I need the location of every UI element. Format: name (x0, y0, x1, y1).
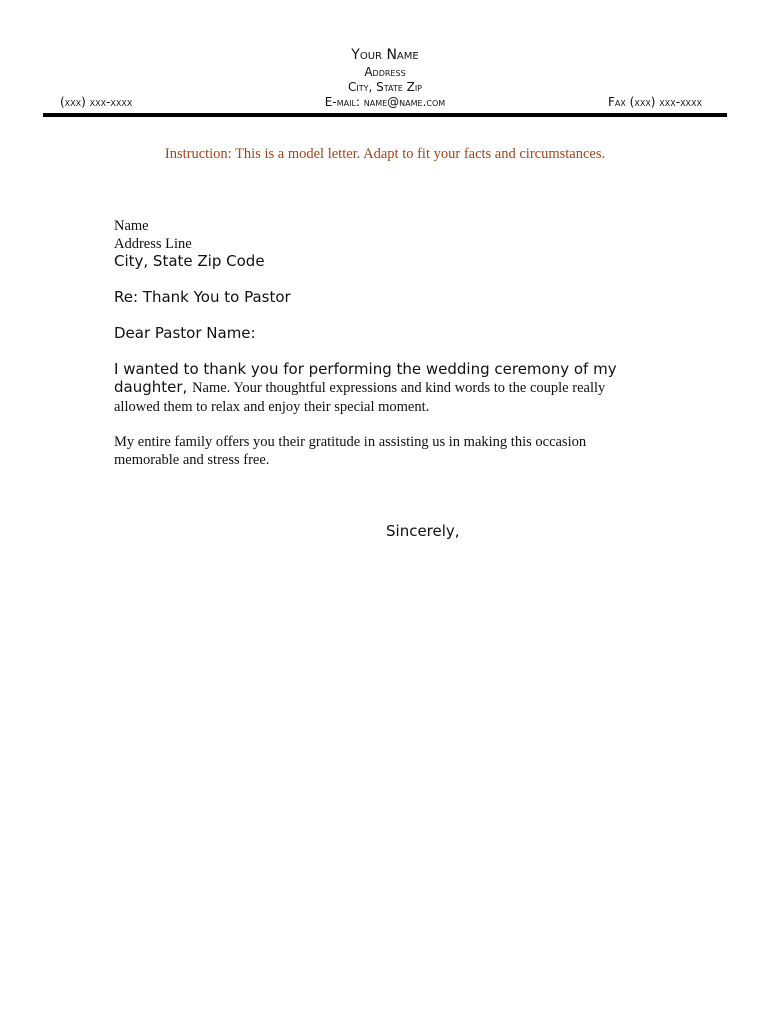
recipient-name: Name (114, 218, 149, 234)
closing: Sincerely, (386, 522, 460, 540)
sender-city-state-zip: City, State Zip (347, 80, 423, 94)
body-paragraph-1-part-2: Name. Your thoughtful expressions and kind words to the couple really allowed them to relax and enjoy their special moment. (114, 380, 606, 415)
body-paragraph-2: My entire family offers you their gratitude in assisting us in making this occasion memorable and stress free. (114, 434, 587, 468)
sender-address: Address (364, 65, 406, 79)
body-paragraph-1-part-1: I wanted to thank you for performing the wedding ceremony of my daughter, (114, 360, 617, 396)
recipient-address: Address Line (114, 236, 192, 252)
subject-line: Re: Thank You to Pastor (114, 288, 291, 306)
sender-name: Your Name (351, 47, 419, 63)
sender-phone: (xxx) xxx-xxxx (60, 95, 133, 109)
salutation: Dear Pastor Name: (114, 324, 256, 342)
recipient-city-state-zip: City, State Zip Code (114, 252, 265, 270)
instruction-note: Instruction: This is a model letter. Adapt to fit your facts and circumstances. (164, 146, 606, 162)
sender-email: E-mail: name@name.com (324, 95, 446, 109)
letterhead-divider (43, 113, 727, 117)
sender-fax: Fax (xxx) xxx-xxxx (608, 95, 702, 109)
body-paragraph-1 (114, 360, 634, 416)
